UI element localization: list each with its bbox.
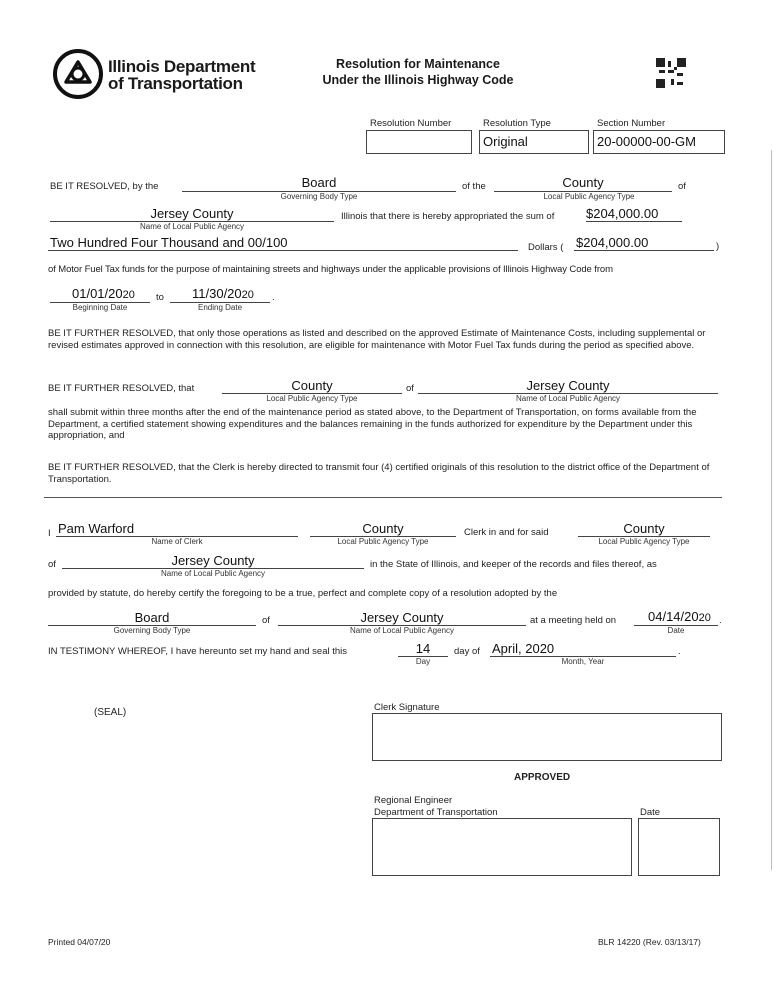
meeting-date-caption: Date <box>667 626 685 635</box>
further-resolved-2-prefix: BE IT FURTHER RESOLVED, that <box>48 383 195 394</box>
meeting-text: at a meeting held on <box>530 615 617 626</box>
further-resolved-3: BE IT FURTHER RESOLVED, that the Clerk is hereby directed to transmit four (4) certified originals of this resolution to the district office of the Department of Transportation. <box>48 462 710 485</box>
begin-date-value <box>72 286 135 301</box>
date-period: . <box>272 292 275 303</box>
form-title-line-1: Resolution for Maintenance <box>336 57 500 71</box>
agency-type-value: County <box>562 175 604 190</box>
form-title <box>298 56 538 88</box>
clerk-agency-type2-value: County <box>623 521 665 536</box>
further-resolved-2-body: shall submit within three months after the end of the maintenance period as stated above, to the Department of Transportation, on forms available from the Department, a certified statement showing expenditures and the balances remaining in the funds authorized for expenditure by the Department under this appropriation, and <box>48 407 697 441</box>
meeting-date-value <box>648 609 711 624</box>
further2-agency-type-value: County <box>291 378 333 393</box>
resolution-type-field[interactable] <box>479 130 589 154</box>
clerk-state-text: in the State of Illinois, and keeper of the records and files thereof, as <box>370 559 657 570</box>
agency-name <box>108 58 255 92</box>
idot-logo <box>52 48 104 100</box>
day-caption: Day <box>415 657 431 666</box>
scan-edge-line <box>771 150 772 870</box>
section-number-label: Section Number <box>597 118 666 129</box>
dept-transportation-label: Department of Transportation <box>374 807 498 818</box>
agency-name-value: Jersey County <box>150 206 234 221</box>
dollars-close: ) <box>716 241 720 252</box>
clerk-signature-field[interactable] <box>372 713 722 761</box>
further2-agency-name-caption: Name of Local Public Agency <box>515 394 621 403</box>
month-year-period: . <box>678 646 681 657</box>
day-value: 14 <box>415 641 431 656</box>
amount-words-value: Two Hundred Four Thousand and 00/100 <box>50 235 288 250</box>
clerk-governing-body-value: Board <box>134 610 170 625</box>
clerk-name-value: Pam Warford <box>58 521 135 536</box>
to-text: to <box>156 292 164 303</box>
end-year-text: 20 <box>241 289 254 301</box>
month-year-caption: Month, Year <box>561 657 605 666</box>
section-number-field[interactable] <box>593 130 725 154</box>
section-divider <box>44 497 722 498</box>
clerk-agency-type-value: County <box>362 521 404 536</box>
regional-engineer-signature-field[interactable] <box>372 818 632 876</box>
mft-text: of Motor Fuel Tax funds for the purpose of maintaining streets and highways under the applicable provisions of Illinois Highway Code from <box>48 264 613 275</box>
resolved-prefix: BE IT RESOLVED, by the <box>50 181 159 192</box>
testimony-text: IN TESTIMONY WHEREOF, I have hereunto set my hand and seal this <box>48 646 348 657</box>
begin-year-text: 20 <box>122 289 135 301</box>
further-resolved-1: BE IT FURTHER RESOLVED, that only those operations as listed and described on the approved Estimate of Maintenance Costs, including supplemental or revised estimates approved in connection with this resolution, are eligible for maintenance with Motor Fuel Tax funds during the period as specified above. <box>48 328 706 351</box>
clerk-certify-text: provided by statute, do hereby certify the foregoing to be a true, perfect and complete copy of a resolution adopted by the <box>48 588 558 599</box>
clerk-agency-type-caption: Local Public Agency Type <box>337 537 429 546</box>
meeting-year-text: 20 <box>698 612 711 624</box>
further2-agency-name-value: Jersey County <box>526 378 610 393</box>
form-title-line-2: Under the Illinois Highway Code <box>322 73 514 87</box>
clerk-of-text: of <box>48 559 56 570</box>
dollars-label: Dollars ( <box>528 242 564 253</box>
governing-body-value: Board <box>301 175 337 190</box>
approval-date-field[interactable] <box>638 818 720 876</box>
meeting-period: . <box>719 615 722 626</box>
approved-heading: APPROVED <box>514 772 571 783</box>
printed-date: Printed 04/07/20 <box>48 937 111 947</box>
clerk-agency-type2-caption: Local Public Agency Type <box>598 537 690 546</box>
end-date-text: 11/30/20 <box>192 286 242 301</box>
resolution-number-field[interactable] <box>366 130 472 154</box>
sum-value: $204,000.00 <box>586 206 659 221</box>
of-the-text: of the <box>462 181 486 192</box>
clerk-agency-name-value: Jersey County <box>171 553 255 568</box>
agency-line-2: of Transportation <box>108 74 243 93</box>
resolution-type-value: Original <box>483 134 528 149</box>
seal-label: (SEAL) <box>94 707 127 718</box>
begin-date-text: 01/01/20 <box>72 286 123 301</box>
agency-line-1: Illinois Department <box>108 57 256 76</box>
agency-name-caption: Name of Local Public Agency <box>139 222 245 231</box>
illinois-appropriation-text: Illinois that there is hereby appropriated the sum of <box>341 211 555 222</box>
clerk-agency-name2-value: Jersey County <box>360 610 444 625</box>
clerk-agency-name-caption: Name of Local Public Agency <box>160 569 266 578</box>
qr-code-icon <box>656 58 686 88</box>
clerk-signature-label: Clerk Signature <box>374 702 440 713</box>
day-of-text: day of <box>454 646 480 657</box>
idot-logo-icon <box>52 48 104 100</box>
agency-type-caption: Local Public Agency Type <box>543 192 635 201</box>
section-number-value: 20-00000-00-GM <box>597 134 696 149</box>
resolution-type-label: Resolution Type <box>483 118 551 129</box>
of-text: of <box>678 181 686 192</box>
regional-engineer-label: Regional Engineer <box>374 795 453 806</box>
meeting-date-text: 04/14/20 <box>648 609 699 624</box>
resolution-number-label: Resolution Number <box>370 118 452 129</box>
clerk-in-and-for-text: Clerk in and for said <box>464 527 549 538</box>
begin-date-caption: Beginning Date <box>72 303 128 312</box>
month-year-value: April, 2020 <box>492 641 555 656</box>
form-number: BLR 14220 (Rev. 03/13/17) <box>598 937 701 947</box>
governing-body-caption: Governing Body Type <box>280 192 358 201</box>
clerk-of2-text: of <box>262 615 270 626</box>
end-date-value <box>192 286 254 301</box>
approval-date-label: Date <box>640 807 661 818</box>
further2-agency-type-caption: Local Public Agency Type <box>266 394 358 403</box>
further2-of-text: of <box>406 383 414 394</box>
end-date-caption: Ending Date <box>197 303 243 312</box>
clerk-i: I <box>48 528 51 539</box>
dollars-value: $204,000.00 <box>576 235 649 250</box>
clerk-name-caption: Name of Clerk <box>151 537 203 546</box>
clerk-agency-name2-caption: Name of Local Public Agency <box>349 626 455 635</box>
clerk-governing-body-caption: Governing Body Type <box>113 626 191 635</box>
